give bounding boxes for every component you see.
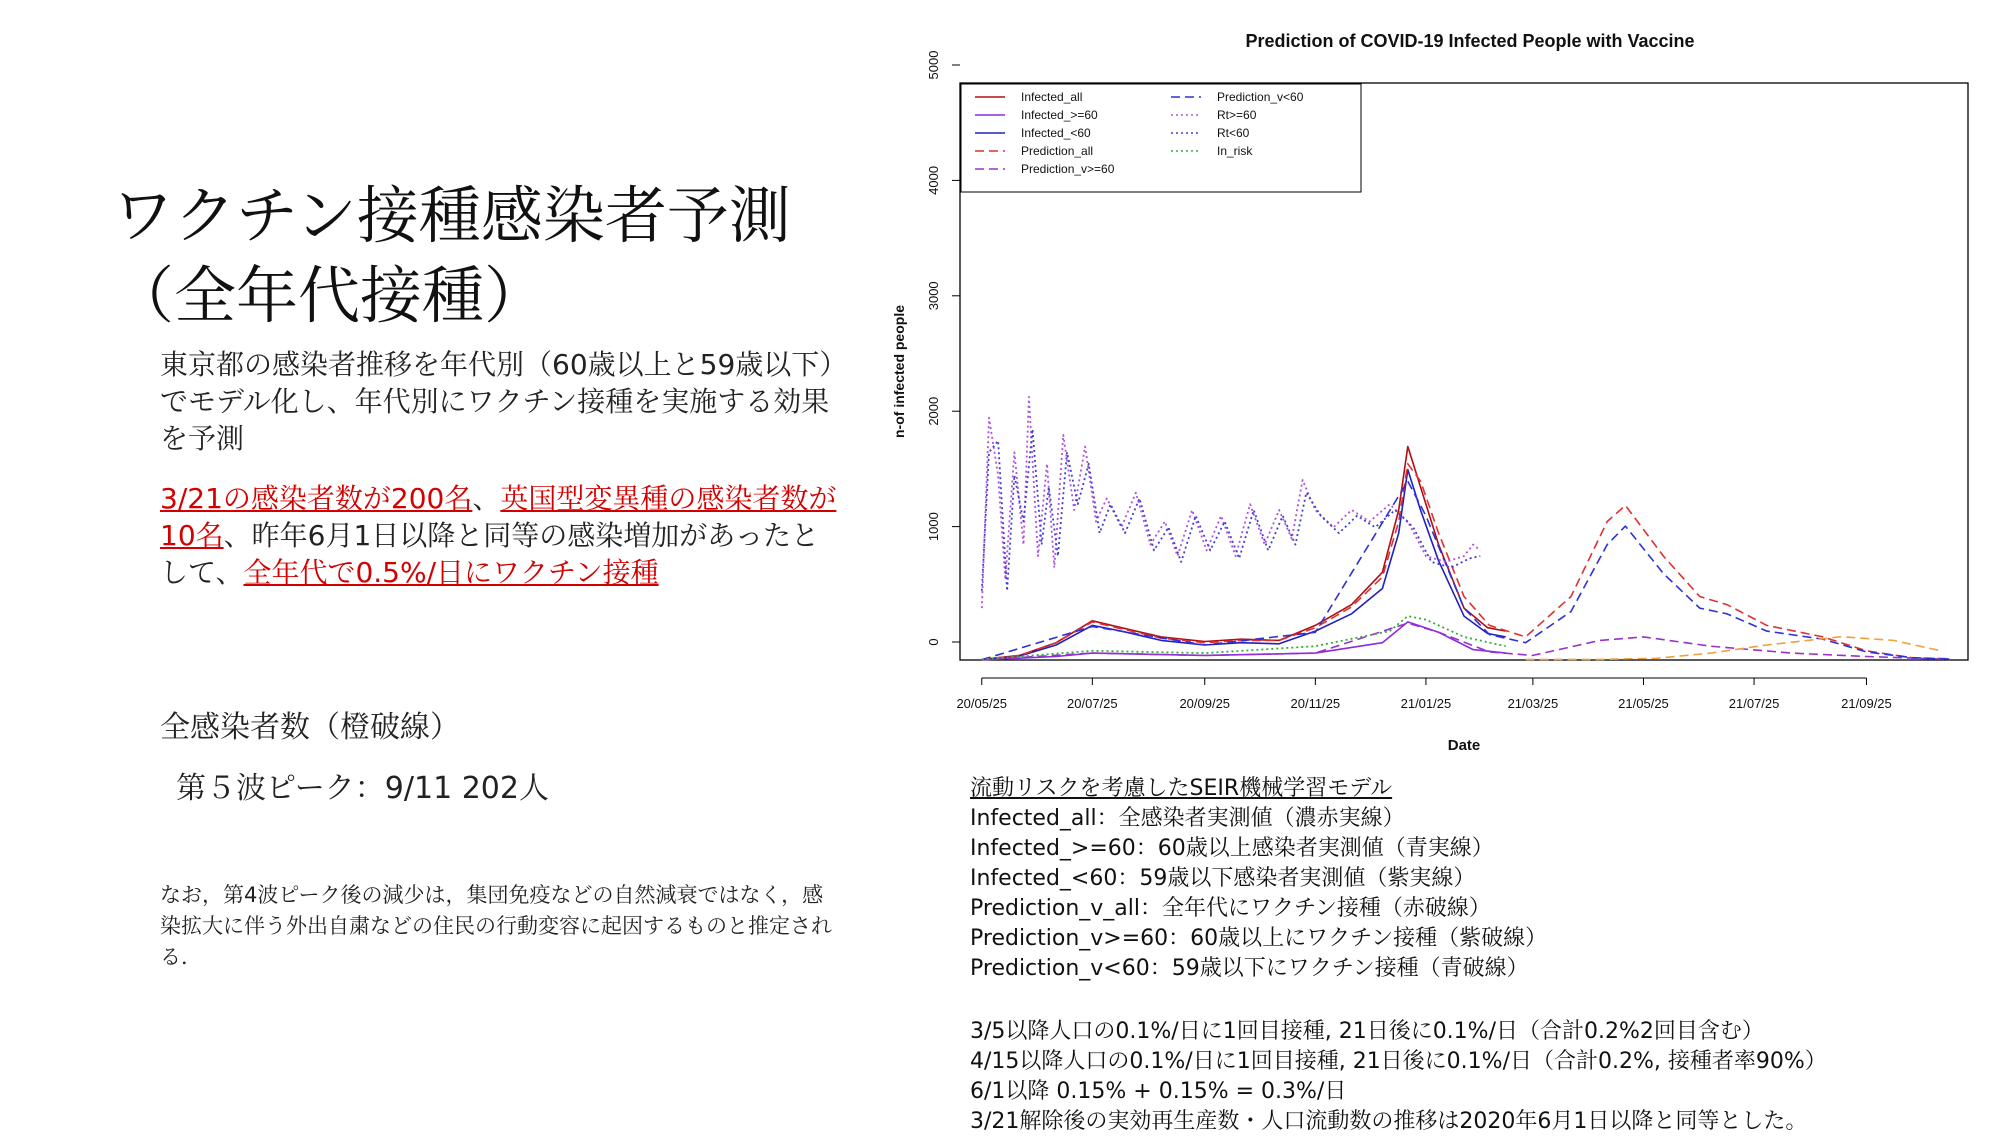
x-tick-label: 21/07/25: [1728, 696, 1780, 711]
legend-desc-line: Infected_all：全感染者実測値（濃赤実線）: [970, 806, 1405, 831]
series-line-rt-60: [982, 397, 1481, 608]
vaccination-note-line: 3/21解除後の実効再生産数・人口流動数の推移は2020年6月1日以降と同等とした。: [970, 1109, 1808, 1134]
legend-entry: Infected_>=60: [1021, 108, 1098, 122]
chart-title: Prediction of COVID-19 Infected People with Vaccine: [1245, 31, 1695, 51]
slide-title-line1: ワクチン接種感染者予測: [112, 179, 791, 252]
x-tick-label: 21/09/25: [1841, 696, 1892, 711]
y-tick-label: 2000: [926, 396, 941, 426]
x-axis-label: Date: [1447, 737, 1481, 750]
x-tick-label: 20/11/25: [1290, 696, 1341, 711]
legend-desc-line: Prediction_v_all：全年代にワクチン接種（赤破線）: [970, 896, 1491, 921]
prediction-chart: [880, 20, 1990, 750]
x-tick-label: 20/09/25: [1179, 696, 1231, 711]
legend-entry: Infected_<60: [1021, 126, 1091, 140]
legend-entry: Infected_all: [1021, 90, 1083, 104]
y-axis: [926, 51, 960, 646]
y-tick-label: 0: [926, 638, 941, 646]
x-tick-label: 21/01/25: [1400, 696, 1452, 711]
vaccination-note-line: 4/15以降人口の0.1%/日に1回目接種, 21日後に0.1%/日（合計0.2%, 接種者率90%）: [970, 1049, 1827, 1074]
series-line-infected-60: [982, 470, 1506, 660]
y-tick-label: 5000: [926, 50, 941, 80]
series-line-in-risk: [982, 616, 1506, 659]
legend-desc-line: Infected_>=60：60歳以上感染者実測値（青実線）: [970, 836, 1494, 861]
y-tick-label: 4000: [926, 165, 941, 195]
slide-title-line2: （全年代接種）: [112, 259, 547, 332]
legend-entry: Prediction_v<60: [1217, 90, 1304, 104]
slide-title: [112, 176, 872, 336]
model-heading: 流動リスクを考慮したSEIR機械学習モデル: [970, 776, 1393, 801]
legend-desc-line: Prediction_v>=60：60歳以上にワクチン接種（紫破線）: [970, 926, 1548, 951]
x-tick-label: 21/03/25: [1507, 696, 1559, 711]
chart-legend: [961, 84, 1361, 192]
legend-desc-line: Prediction_v<60：59歳以下にワクチン接種（青破線）: [970, 956, 1529, 981]
legend-entry: Prediction_v>=60: [1021, 162, 1115, 176]
scenario-sep: 、: [472, 482, 501, 515]
series-line-rt-60: [982, 429, 1481, 591]
series-line-prediction-all: [982, 464, 1950, 660]
scenario-vaccine-rate: 全年代で0.5%/日にワクチン接種: [243, 556, 659, 589]
x-axis: [956, 678, 1891, 711]
footnote: なお，第4波ピーク後の減少は，集団免疫などの自然減衰ではなく，感染拡大に伴う外出自粛などの住民の行動変容に起因するものと推定される．: [160, 883, 832, 969]
legend-entry: Rt<60: [1217, 126, 1250, 140]
legend-desc-line: Infected_<60：59歳以下感染者実測値（紫実線）: [970, 866, 1476, 891]
intro-text: 東京都の感染者推移を年代別（60歳以上と59歳以下）でモデル化し、年代別にワクチン接種を実施する効果を予測: [160, 348, 834, 455]
legend-entry: Rt>=60: [1217, 108, 1257, 122]
scenario-mid: 、昨年6月1日以降と同等の感染増加があったとして、: [160, 519, 819, 589]
model-legend-description: [970, 774, 1990, 984]
vaccination-note-line: 6/1以降 0.15% + 0.15% = 0.3%/日: [970, 1079, 1347, 1104]
vaccination-notes: [970, 1017, 1990, 1137]
total-infected-label: 全感染者数（橙破線）: [160, 710, 460, 745]
legend-entry: Prediction_all: [1021, 144, 1094, 158]
y-axis-label: n-of infected people: [891, 305, 907, 438]
y-tick-label: 3000: [926, 281, 941, 311]
x-tick-label: 20/05/25: [956, 696, 1008, 711]
x-tick-label: 20/07/25: [1067, 696, 1118, 711]
scenario-variant-10: 英国型変異種の感染者数が10名: [160, 482, 837, 552]
x-tick-label: 21/05/25: [1618, 696, 1669, 711]
legend-entry: In_risk: [1217, 144, 1253, 158]
scenario-text: [160, 480, 840, 591]
vaccination-note-line: 3/5以降人口の0.1%/日に1回目接種, 21日後に0.1%/日（合計0.2%2回目含む）: [970, 1019, 1764, 1044]
fifth-wave-peak-label: 第５波ピーク：9/11 202人: [176, 771, 549, 806]
series-layer: [982, 397, 1950, 660]
y-tick-label: 1000: [926, 512, 941, 542]
scenario-infected-200: 3/21の感染者数が200名: [160, 482, 473, 515]
